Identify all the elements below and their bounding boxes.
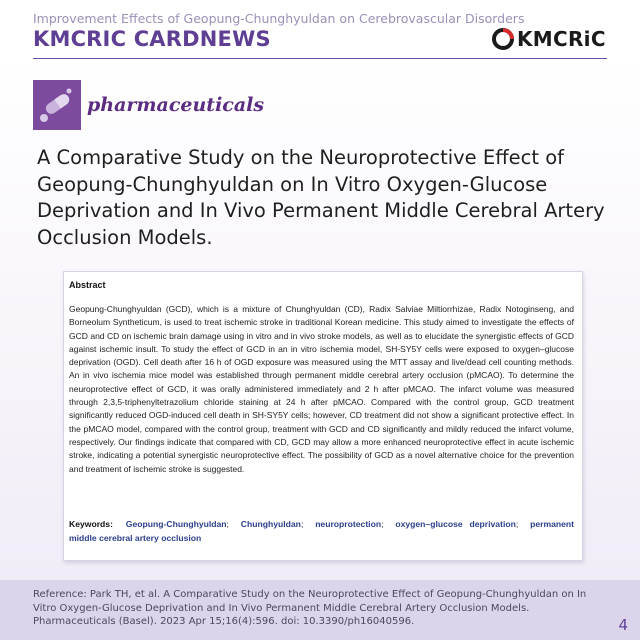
- footer-bar: [0, 580, 640, 640]
- keyword-item[interactable]: Geopung-Chunghyuldan: [125, 519, 227, 529]
- keyword-separator: ;: [300, 519, 304, 529]
- keywords-line: [69, 518, 574, 545]
- keyword-item[interactable]: oxygen–glucose deprivation: [395, 519, 516, 529]
- keyword-item[interactable]: neuroprotection: [315, 519, 382, 529]
- keyword-item[interactable]: Chunghyuldan: [240, 519, 301, 529]
- keywords-label: Keywords:: [69, 519, 113, 529]
- keyword-separator: ;: [381, 519, 384, 529]
- main-content: [0, 60, 640, 580]
- page-number: 4: [618, 616, 628, 634]
- header-subtitle: Improvement Effects of Geopung-Chunghyuldan on Cerebrovascular Disorders: [33, 11, 525, 26]
- header-divider: [33, 58, 607, 59]
- reference-citation: [33, 588, 593, 629]
- kmcric-logo-text: KMCRiC: [517, 27, 606, 51]
- kmcric-logo-mark-icon: [492, 28, 514, 50]
- paper-title: A Comparative Study on the Neuroprotective Effect of Geopung-Chunghyuldan on In Vitro Oxygen-Glucose Deprivation and In Vivo Permanent Middle Cerebral Artery Occlusion Models.: [37, 146, 605, 249]
- abstract-heading: Abstract: [69, 280, 106, 290]
- reference-label: Reference:: [33, 589, 87, 600]
- keyword-separator: ;: [226, 519, 229, 529]
- journal-brand: [33, 80, 264, 130]
- abstract-text: Geopung-Chunghyuldan (GCD), which is a mixture of Chunghyuldan (CD), Radix Salviae Miltiorrhizae, Radix Notoginseng, and Borneolum Syntheticum, is used to treat ischemic stroke in traditional Korean medicine. This study aimed to investigate the effects of GCD and CD on ischemic brain damage using in vitro and in vivo stroke models, as well as to elucidate the synergistic effects of GCD against ischemic insult. To study the effect of GCD in an in vitro ischemia model, SH-SY5Y cells were exposed to oxygen–glucose deprivation (OGD). Cell death after 16 h of OGD exposure was measured using the MTT assay and live/dead cell counting methods. An in vivo ischemia mice model was established through permanent middle cerebral artery occlusion (pMCAO). To determine the neuroprotective effect of GCD, it was orally administered immediately and 2 h after pMCAO. The infarct volume was measured through 2,3,5-triphenyltetrazolium chloride staining at 24 h after pMCAO. Compared with the control group, GCD treatment significantly reduced OGD-induced cell death in SH-SY5Y cells; however, CD treatment did not show a significant protective effect. In the pMCAO model, compared with the control group, treatment with GCD and CD significantly and mildly reduced the infarct volume, respectively. Our findings indicate that compared with CD, GCD may allow a more enhanced neuroprotective effect in acute ischemic stroke, indicating a potential synergistic neuroprotective effect. The possibility of GCD as a novel alternative choice for the prevention and treatment of ischemic stroke is suggested.: [69, 304, 574, 474]
- keyword-separator: ;: [515, 519, 519, 529]
- header-title: KMCRIC CARDNEWS: [33, 27, 271, 51]
- journal-name: pharmaceuticals: [87, 94, 265, 116]
- keyword-item[interactable]: permanent middle cerebral artery occlusion: [69, 519, 575, 543]
- abstract-panel: [63, 271, 583, 561]
- reference-text: Park TH, et al. A Comparative Study on the Neuroprotective Effect of Geopung-Chunghyuldan on In Vitro Oxygen-Glucose Deprivation and In Vivo Permanent Middle Cerebral Artery Occlusion Models. Pharmaceuticals (Basel). 2023 Apr 15;16(4):596. doi: 10.3390/ph16040596.: [33, 589, 587, 628]
- pharmaceuticals-journal-icon: [33, 80, 81, 130]
- kmcric-logo: [492, 27, 606, 51]
